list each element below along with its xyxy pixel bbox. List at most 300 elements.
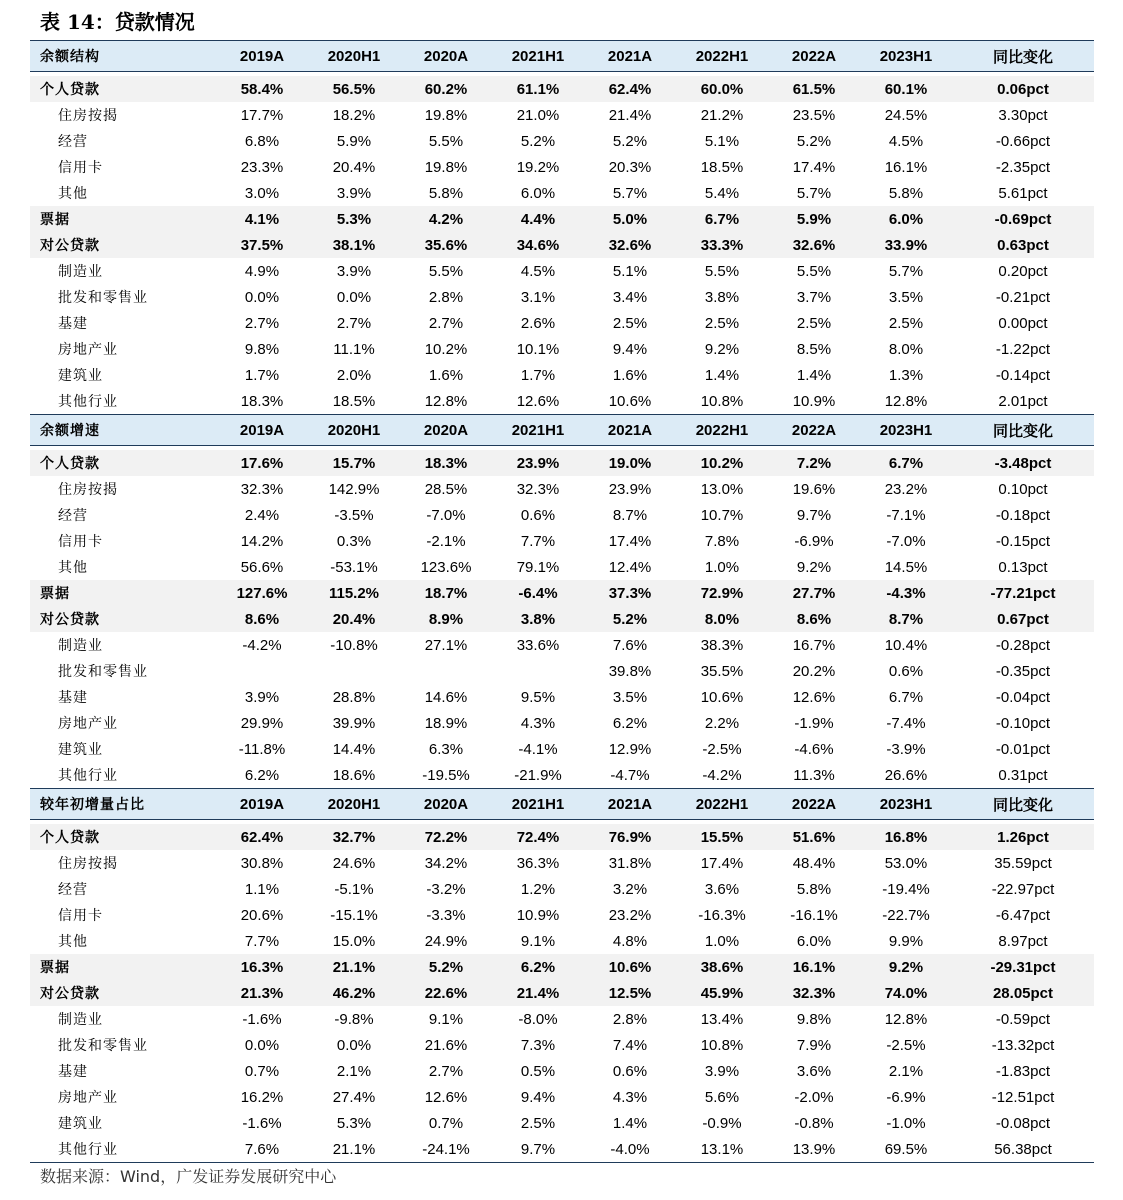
row-label: 批发和零售业 bbox=[58, 1038, 148, 1054]
column-header: 2020H1 bbox=[327, 47, 381, 65]
table-cell: 38.1% bbox=[332, 236, 376, 254]
table-cell: 9.7% bbox=[520, 1140, 556, 1158]
table-cell: 19.8% bbox=[424, 158, 468, 176]
table-cell: 9.2% bbox=[888, 958, 924, 976]
column-header: 2021A bbox=[607, 47, 653, 65]
table-row bbox=[30, 154, 1094, 180]
row-label: 房地产业 bbox=[58, 1090, 118, 1106]
table-cell: 5.6% bbox=[704, 1088, 740, 1106]
table-row bbox=[30, 580, 1094, 606]
table-cell: 29.9% bbox=[240, 714, 284, 732]
table-cell: 5.7% bbox=[796, 184, 832, 202]
table-cell: 9.7% bbox=[796, 506, 832, 524]
table-cell: 13.1% bbox=[700, 1140, 744, 1158]
table-cell: -1.83pct bbox=[995, 1062, 1051, 1080]
table-cell: 39.8% bbox=[608, 662, 652, 680]
table-cell: 45.9% bbox=[700, 984, 744, 1002]
table-cell: 60.1% bbox=[884, 80, 928, 98]
table-cell: 23.9% bbox=[608, 480, 652, 498]
table-cell: 11.3% bbox=[793, 766, 835, 784]
column-header: 2020H1 bbox=[327, 795, 381, 813]
table-cell: 8.9% bbox=[428, 610, 464, 628]
table-cell: -3.5% bbox=[334, 506, 374, 524]
table-cell: 12.6% bbox=[424, 1088, 468, 1106]
table-cell: 5.7% bbox=[612, 184, 648, 202]
section-title: 余额结构 bbox=[40, 49, 100, 65]
table-cell: 76.9% bbox=[608, 828, 652, 846]
table-cell: 69.5% bbox=[884, 1140, 928, 1158]
table-cell: 5.8% bbox=[796, 880, 832, 898]
table-cell: -0.28pct bbox=[995, 636, 1051, 654]
table-row bbox=[30, 232, 1094, 258]
table-cell: 21.0% bbox=[516, 106, 560, 124]
table-cell: 123.6% bbox=[420, 558, 472, 576]
table-cell: 0.06pct bbox=[997, 80, 1049, 98]
table-cell: -7.0% bbox=[426, 506, 466, 524]
table-cell: 12.8% bbox=[424, 392, 468, 410]
table-cell: 2.7% bbox=[428, 1062, 464, 1080]
table-cell: 35.59pct bbox=[994, 854, 1052, 872]
table-cell: 6.0% bbox=[888, 210, 924, 228]
row-label: 票据 bbox=[40, 586, 70, 602]
table-cell: 17.6% bbox=[240, 454, 284, 472]
table-cell: 56.5% bbox=[332, 80, 376, 98]
table-row bbox=[30, 528, 1094, 554]
table-cell: 2.8% bbox=[612, 1010, 648, 1028]
row-label: 对公贷款 bbox=[40, 238, 100, 254]
table-cell: 19.0% bbox=[608, 454, 652, 472]
table-cell: 21.6% bbox=[424, 1036, 468, 1054]
table-cell: 4.2% bbox=[428, 210, 464, 228]
table-cell: 7.3% bbox=[520, 1036, 556, 1054]
table-cell: 10.2% bbox=[700, 454, 744, 472]
table-cell: 27.7% bbox=[792, 584, 836, 602]
table-cell: 1.1% bbox=[244, 880, 280, 898]
table-cell: -3.2% bbox=[426, 880, 466, 898]
table-cell: -6.47pct bbox=[995, 906, 1051, 924]
table-cell: 19.2% bbox=[516, 158, 560, 176]
table-cell: -0.35pct bbox=[995, 662, 1051, 680]
table-cell: -0.8% bbox=[794, 1114, 834, 1132]
table-cell: 15.0% bbox=[332, 932, 376, 950]
table-cell: 3.4% bbox=[612, 288, 648, 306]
section-title: 余额增速 bbox=[40, 423, 100, 439]
table-cell: 8.7% bbox=[612, 506, 648, 524]
table-cell: -0.59pct bbox=[995, 1010, 1051, 1028]
table-cell: 5.0% bbox=[612, 210, 648, 228]
table-cell: 5.2% bbox=[612, 132, 648, 150]
table-cell: 72.4% bbox=[516, 828, 560, 846]
table-cell: 2.7% bbox=[244, 314, 280, 332]
table-cell: 7.9% bbox=[796, 1036, 832, 1054]
table-cell: 28.05pct bbox=[992, 984, 1054, 1002]
row-label: 住房按揭 bbox=[58, 108, 118, 124]
table-cell: 0.20pct bbox=[998, 262, 1048, 280]
section-header bbox=[30, 788, 1094, 820]
table-row bbox=[30, 206, 1094, 232]
table-cell: -4.1% bbox=[518, 740, 558, 758]
table-cell: 20.4% bbox=[332, 158, 376, 176]
table-row bbox=[30, 102, 1094, 128]
table-cell: 36.3% bbox=[516, 854, 560, 872]
table-cell: 5.2% bbox=[612, 610, 648, 628]
table-cell: -53.1% bbox=[330, 558, 378, 576]
table-cell: 3.1% bbox=[520, 288, 556, 306]
table-cell: 7.8% bbox=[704, 532, 740, 550]
table-row bbox=[30, 928, 1094, 954]
table-cell: 60.0% bbox=[700, 80, 744, 98]
column-header: 2022H1 bbox=[695, 795, 749, 813]
table-cell: 3.7% bbox=[796, 288, 832, 306]
table-cell: 6.7% bbox=[888, 454, 924, 472]
column-header: 2020A bbox=[423, 421, 469, 439]
row-label: 个人贷款 bbox=[40, 456, 100, 472]
table-cell: 20.2% bbox=[792, 662, 836, 680]
table-cell: 3.8% bbox=[520, 610, 556, 628]
table-row bbox=[30, 180, 1094, 206]
table-cell: 2.1% bbox=[888, 1062, 924, 1080]
column-header: 2022H1 bbox=[695, 47, 749, 65]
table-cell: 33.3% bbox=[700, 236, 744, 254]
table-cell: 7.6% bbox=[612, 636, 648, 654]
table-cell: 9.4% bbox=[612, 340, 648, 358]
table-cell: 142.9% bbox=[328, 480, 380, 498]
row-label: 基建 bbox=[58, 316, 88, 332]
table-cell: 17.4% bbox=[608, 532, 652, 550]
row-label: 经营 bbox=[58, 508, 88, 524]
column-header: 2019A bbox=[239, 795, 285, 813]
table-cell: 32.3% bbox=[240, 480, 284, 498]
table-cell: 0.31pct bbox=[998, 766, 1048, 784]
table-cell: 12.6% bbox=[516, 392, 560, 410]
table-cell: 27.1% bbox=[424, 636, 468, 654]
table-cell: 14.4% bbox=[332, 740, 376, 758]
table-cell: 21.4% bbox=[516, 984, 560, 1002]
table-cell: 18.7% bbox=[424, 584, 468, 602]
column-header: 2020H1 bbox=[327, 421, 381, 439]
table-cell: 28.8% bbox=[332, 688, 376, 706]
row-label: 基建 bbox=[58, 690, 88, 706]
table-cell: 72.2% bbox=[424, 828, 468, 846]
table-cell: 6.7% bbox=[888, 688, 924, 706]
table-cell: 6.0% bbox=[520, 184, 556, 202]
table-cell: 12.6% bbox=[792, 688, 836, 706]
table-cell: -1.6% bbox=[242, 1114, 282, 1132]
table-cell: 5.2% bbox=[428, 958, 464, 976]
table-cell: -7.1% bbox=[886, 506, 926, 524]
table-cell: 13.4% bbox=[700, 1010, 744, 1028]
table-cell: 21.3% bbox=[240, 984, 284, 1002]
table-cell: 8.5% bbox=[796, 340, 832, 358]
table-cell: 4.1% bbox=[244, 210, 280, 228]
table-cell: 9.5% bbox=[520, 688, 556, 706]
table-row bbox=[30, 632, 1094, 658]
table-cell: 33.6% bbox=[516, 636, 560, 654]
table-cell: 8.97pct bbox=[998, 932, 1048, 950]
table-cell: 18.5% bbox=[332, 392, 376, 410]
table-cell: 9.2% bbox=[704, 340, 740, 358]
row-label: 制造业 bbox=[58, 264, 103, 280]
table-cell: 3.9% bbox=[336, 184, 372, 202]
table-row bbox=[30, 902, 1094, 928]
table-cell: 5.1% bbox=[612, 262, 648, 280]
table-cell: 5.4% bbox=[704, 184, 740, 202]
row-label: 建筑业 bbox=[58, 742, 103, 758]
row-label: 其他行业 bbox=[58, 394, 118, 410]
table-cell: 2.01pct bbox=[998, 392, 1048, 410]
table-cell: 10.9% bbox=[792, 392, 836, 410]
table-cell: 21.1% bbox=[332, 958, 376, 976]
table-row bbox=[30, 1136, 1094, 1162]
table-cell: -2.1% bbox=[426, 532, 466, 550]
table-cell: -12.51pct bbox=[991, 1088, 1055, 1106]
table-cell: 60.2% bbox=[424, 80, 468, 98]
table-cell: 3.8% bbox=[704, 288, 740, 306]
table-cell: 48.4% bbox=[792, 854, 836, 872]
table-row bbox=[30, 1058, 1094, 1084]
table-cell: 3.9% bbox=[244, 688, 280, 706]
column-header: 2021A bbox=[607, 421, 653, 439]
table-cell: 18.9% bbox=[424, 714, 468, 732]
table-cell: -10.8% bbox=[330, 636, 378, 654]
table-cell: 19.6% bbox=[792, 480, 836, 498]
table-cell: 27.4% bbox=[332, 1088, 376, 1106]
table-cell: 10.8% bbox=[700, 1036, 744, 1054]
table-cell: 0.67pct bbox=[997, 610, 1049, 628]
table-cell: -4.0% bbox=[610, 1140, 650, 1158]
table-cell: 5.3% bbox=[336, 210, 372, 228]
section-header bbox=[30, 40, 1094, 72]
table-cell: 14.5% bbox=[884, 558, 928, 576]
table-cell: 32.3% bbox=[516, 480, 560, 498]
column-header: 2022A bbox=[791, 795, 837, 813]
table-cell: 10.7% bbox=[700, 506, 744, 524]
table-cell: -16.1% bbox=[790, 906, 838, 924]
table-cell: 5.1% bbox=[704, 132, 740, 150]
table-cell: 7.4% bbox=[612, 1036, 648, 1054]
table-cell: 5.7% bbox=[888, 262, 924, 280]
row-label: 信用卡 bbox=[58, 534, 103, 550]
table-row bbox=[30, 502, 1094, 528]
table-row bbox=[30, 710, 1094, 736]
table-cell: 3.6% bbox=[704, 880, 740, 898]
table-cell: 13.0% bbox=[700, 480, 744, 498]
table-cell: 18.2% bbox=[332, 106, 376, 124]
row-label: 住房按揭 bbox=[58, 856, 118, 872]
table-row bbox=[30, 450, 1094, 476]
table-cell: 39.9% bbox=[332, 714, 376, 732]
table-cell: 7.6% bbox=[244, 1140, 280, 1158]
table-cell: 62.4% bbox=[608, 80, 652, 98]
column-header: 2022A bbox=[791, 47, 837, 65]
column-header: 2020A bbox=[423, 47, 469, 65]
table-cell: 1.6% bbox=[612, 366, 648, 384]
column-header: 2019A bbox=[239, 47, 285, 65]
table-cell: 1.7% bbox=[520, 366, 556, 384]
table-cell: 24.9% bbox=[424, 932, 468, 950]
table-bottom-border bbox=[30, 1162, 1094, 1163]
table-cell: -1.22pct bbox=[995, 340, 1051, 358]
table-cell: 5.5% bbox=[428, 262, 464, 280]
table-row bbox=[30, 1032, 1094, 1058]
table-cell: 5.2% bbox=[796, 132, 832, 150]
table-cell: 4.3% bbox=[520, 714, 556, 732]
table-cell: -0.08pct bbox=[995, 1114, 1051, 1132]
table-cell: -0.04pct bbox=[995, 688, 1051, 706]
table-cell: 12.4% bbox=[608, 558, 652, 576]
table-cell: 5.5% bbox=[704, 262, 740, 280]
table-cell: -7.0% bbox=[886, 532, 926, 550]
table-cell: 0.3% bbox=[336, 532, 372, 550]
table-cell: 37.5% bbox=[240, 236, 284, 254]
section-title: 较年初增量占比 bbox=[40, 797, 145, 813]
table-cell: 0.6% bbox=[520, 506, 556, 524]
table-cell: 23.9% bbox=[516, 454, 560, 472]
table-cell: 23.2% bbox=[884, 480, 928, 498]
table-cell: -1.0% bbox=[886, 1114, 926, 1132]
table-cell: 5.5% bbox=[796, 262, 832, 280]
table-cell: 14.6% bbox=[424, 688, 468, 706]
table-cell: -7.4% bbox=[886, 714, 926, 732]
column-header: 2022H1 bbox=[695, 421, 749, 439]
table-cell: 1.6% bbox=[428, 366, 464, 384]
table-cell: 7.2% bbox=[796, 454, 832, 472]
table-cell: 6.2% bbox=[612, 714, 648, 732]
table-cell: 8.6% bbox=[796, 610, 832, 628]
table-cell: -19.4% bbox=[882, 880, 930, 898]
table-cell: 1.7% bbox=[244, 366, 280, 384]
row-label: 个人贷款 bbox=[40, 82, 100, 98]
table-cell: 31.8% bbox=[608, 854, 652, 872]
table-row bbox=[30, 824, 1094, 850]
table-cell: -15.1% bbox=[330, 906, 378, 924]
table-cell: -0.9% bbox=[702, 1114, 742, 1132]
table-cell: 35.6% bbox=[424, 236, 468, 254]
table-cell: 7.7% bbox=[520, 532, 556, 550]
table-row bbox=[30, 1110, 1094, 1136]
table-cell: 5.3% bbox=[336, 1114, 372, 1132]
table-cell: 5.8% bbox=[888, 184, 924, 202]
row-label: 经营 bbox=[58, 882, 88, 898]
table-cell: 1.4% bbox=[704, 366, 740, 384]
column-header: 2023H1 bbox=[879, 795, 933, 813]
table-cell: 2.5% bbox=[612, 314, 648, 332]
table-cell: 3.9% bbox=[704, 1062, 740, 1080]
row-label: 其他 bbox=[58, 934, 88, 950]
table-cell: 10.1% bbox=[516, 340, 560, 358]
table-cell: 61.5% bbox=[792, 80, 836, 98]
table-cell: 15.7% bbox=[332, 454, 376, 472]
table-cell: 13.9% bbox=[792, 1140, 836, 1158]
table-cell: 0.0% bbox=[244, 288, 280, 306]
table-cell: 12.8% bbox=[884, 1010, 928, 1028]
table-cell: 3.6% bbox=[796, 1062, 832, 1080]
table-cell: 4.3% bbox=[612, 1088, 648, 1106]
table-cell: 127.6% bbox=[236, 584, 288, 602]
table-cell: 0.6% bbox=[888, 662, 924, 680]
table-cell: 79.1% bbox=[516, 558, 560, 576]
table-cell: 18.5% bbox=[700, 158, 744, 176]
row-label: 建筑业 bbox=[58, 1116, 103, 1132]
table-cell: 26.6% bbox=[884, 766, 928, 784]
table-cell: 5.8% bbox=[428, 184, 464, 202]
table-cell: 21.4% bbox=[608, 106, 652, 124]
table-cell: 20.3% bbox=[608, 158, 652, 176]
table-row bbox=[30, 76, 1094, 102]
row-label: 批发和零售业 bbox=[58, 664, 148, 680]
table-cell: -6.9% bbox=[794, 532, 834, 550]
table-cell: 16.1% bbox=[884, 158, 928, 176]
table-row bbox=[30, 388, 1094, 414]
table-cell: 6.7% bbox=[704, 210, 740, 228]
column-header: 同比变化 bbox=[992, 422, 1053, 440]
table-cell: 16.8% bbox=[884, 828, 928, 846]
column-header: 同比变化 bbox=[992, 796, 1053, 814]
table-cell: -2.0% bbox=[794, 1088, 834, 1106]
table-cell: 0.5% bbox=[520, 1062, 556, 1080]
table-cell: 17.7% bbox=[240, 106, 284, 124]
table-cell: -13.32pct bbox=[991, 1036, 1055, 1054]
table-cell: -4.2% bbox=[702, 766, 742, 784]
table-cell: 2.7% bbox=[336, 314, 372, 332]
table-row bbox=[30, 658, 1094, 684]
table-cell: -22.7% bbox=[882, 906, 930, 924]
column-header: 2021A bbox=[607, 795, 653, 813]
row-label: 其他 bbox=[58, 560, 88, 576]
table-cell: 2.4% bbox=[244, 506, 280, 524]
table-cell: -2.5% bbox=[702, 740, 742, 758]
table-cell: 2.5% bbox=[520, 1114, 556, 1132]
table-cell: -1.6% bbox=[242, 1010, 282, 1028]
table-cell: 10.6% bbox=[608, 958, 652, 976]
loan-table bbox=[30, 40, 1094, 1163]
table-cell: 2.5% bbox=[796, 314, 832, 332]
table-cell: -22.97pct bbox=[991, 880, 1055, 898]
table-cell: -6.9% bbox=[886, 1088, 926, 1106]
table-cell: 6.0% bbox=[796, 932, 832, 950]
source-note: 数据来源：Wind，广发证券发展研究中心 bbox=[40, 1167, 337, 1186]
table-cell: 8.0% bbox=[888, 340, 924, 358]
table-cell: 56.38pct bbox=[994, 1140, 1052, 1158]
table-cell: 5.9% bbox=[796, 210, 832, 228]
table-cell: 15.5% bbox=[700, 828, 744, 846]
table-row bbox=[30, 762, 1094, 788]
row-label: 基建 bbox=[58, 1064, 88, 1080]
table-cell: 23.5% bbox=[792, 106, 836, 124]
table-cell: -0.01pct bbox=[995, 740, 1051, 758]
table-cell: 9.4% bbox=[520, 1088, 556, 1106]
table-row bbox=[30, 876, 1094, 902]
table-cell: 3.30pct bbox=[998, 106, 1048, 124]
table-cell: 4.5% bbox=[888, 132, 924, 150]
row-label: 信用卡 bbox=[58, 908, 103, 924]
table-cell: 34.6% bbox=[516, 236, 560, 254]
table-cell: -9.8% bbox=[334, 1010, 374, 1028]
table-cell: 17.4% bbox=[700, 854, 744, 872]
table-cell: 3.9% bbox=[336, 262, 372, 280]
table-cell: 0.0% bbox=[336, 1036, 372, 1054]
column-header: 2023H1 bbox=[879, 47, 933, 65]
table-cell: 8.0% bbox=[704, 610, 740, 628]
row-label: 票据 bbox=[40, 212, 70, 228]
table-cell: 1.0% bbox=[704, 558, 740, 576]
table-cell: 21.1% bbox=[332, 1140, 376, 1158]
table-cell: -5.1% bbox=[334, 880, 374, 898]
table-cell: 5.61pct bbox=[998, 184, 1048, 202]
table-cell: 2.5% bbox=[704, 314, 740, 332]
row-label: 房地产业 bbox=[58, 716, 118, 732]
table-cell: 23.2% bbox=[608, 906, 652, 924]
